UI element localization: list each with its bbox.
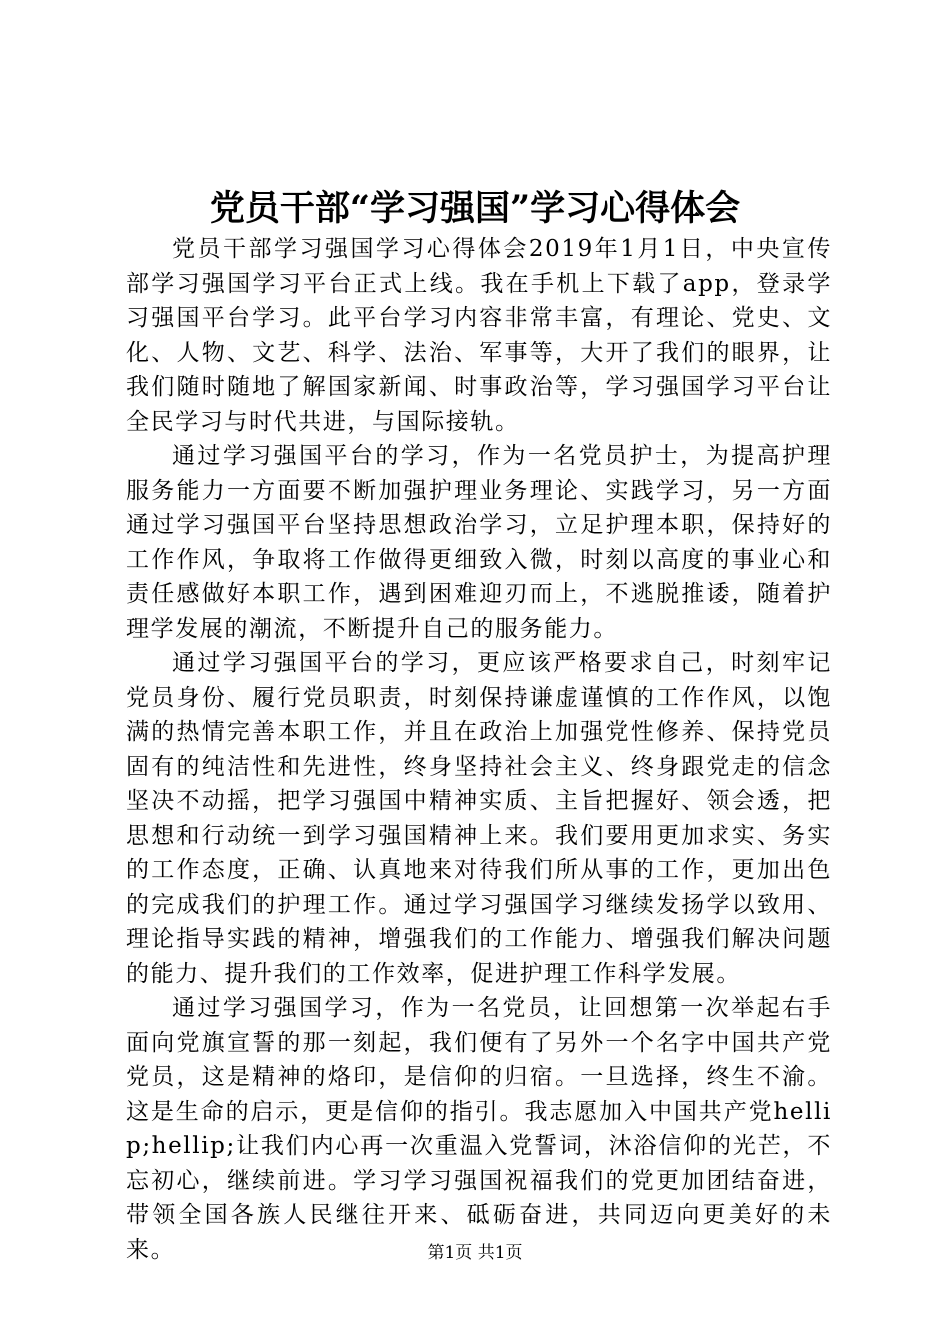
paragraph-3: 通过学习强国平台的学习，更应该严格要求自己，时刻牢记党员身份、履行党员职责，时刻保持谦虚谨慎的工作作风，以饱满的热情完善本职工作，并且在政治上加强党性修养、保持党员固有的纯洁性和先进性，终身坚持社会主义、终身跟党走的信念坚决不动摇，把学习强国中精神实质、主旨把握好、领会透，把思想和行动统一到学习强国精神上来。我们要用更加求实、务实的工作态度，正确、认真地来对待我们所从事的工作，更加出色的完成我们的护理工作。通过学习强国学习继续发扬学以致用、理论指导实践的精神，增强我们的工作能力、增强我们解决问题的能力、提升我们的工作效率，促进护理工作科学发展。 — [126, 650, 832, 987]
paragraph-2: 通过学习强国平台的学习，作为一名党员护士，为提高护理服务能力一方面要不断加强护理业务理论、实践学习，另一方面通过学习强国平台坚持思想政治学习，立足护理本职，保持好的工作作风，争取将工作做得更细致入微，时刻以高度的事业心和责任感做好本职工作，遇到困难迎刃而上，不逃脱推诿，随着护理学发展的潮流，不断提升自己的服务能力。 — [126, 443, 832, 642]
page-footer: 第1页 共1页 — [427, 1243, 523, 1263]
paragraph-1: 党员干部学习强国学习心得体会2019年1月1日，中央宣传部学习强国学习平台正式上线。我在手机上下载了app，登录学习强国平台学习。此平台学习内容非常丰富，有理论、党史、文化、人物、文艺、科学、法治、军事等，大开了我们的眼界，让我们随时随地了解国家新闻、时事政治等，学习强国学习平台让全民学习与时代共进，与国际接轨。 — [126, 236, 832, 435]
paragraph-4: 通过学习强国学习，作为一名党员，让回想第一次举起右手面向党旗宣誓的那一刻起，我们便有了另外一个名字中国共产党党员，这是精神的烙印，是信仰的归宿。一旦选择，终生不渝。这是生命的启示，更是信仰的指引。我志愿加入中国共产党hellip;hellip;让我们内心再一次重温入党誓词，沐浴信仰的光芒，不忘初心，继续前进。学习学习强国祝福我们的党更加团结奋进，带领全国各族人民继往开来、砥砺奋进，共同迈向更美好的未来。 — [126, 995, 832, 1263]
document-title: 党员干部“学习强国”学习心得体会 — [209, 188, 741, 229]
document-body — [126, 232, 832, 1267]
